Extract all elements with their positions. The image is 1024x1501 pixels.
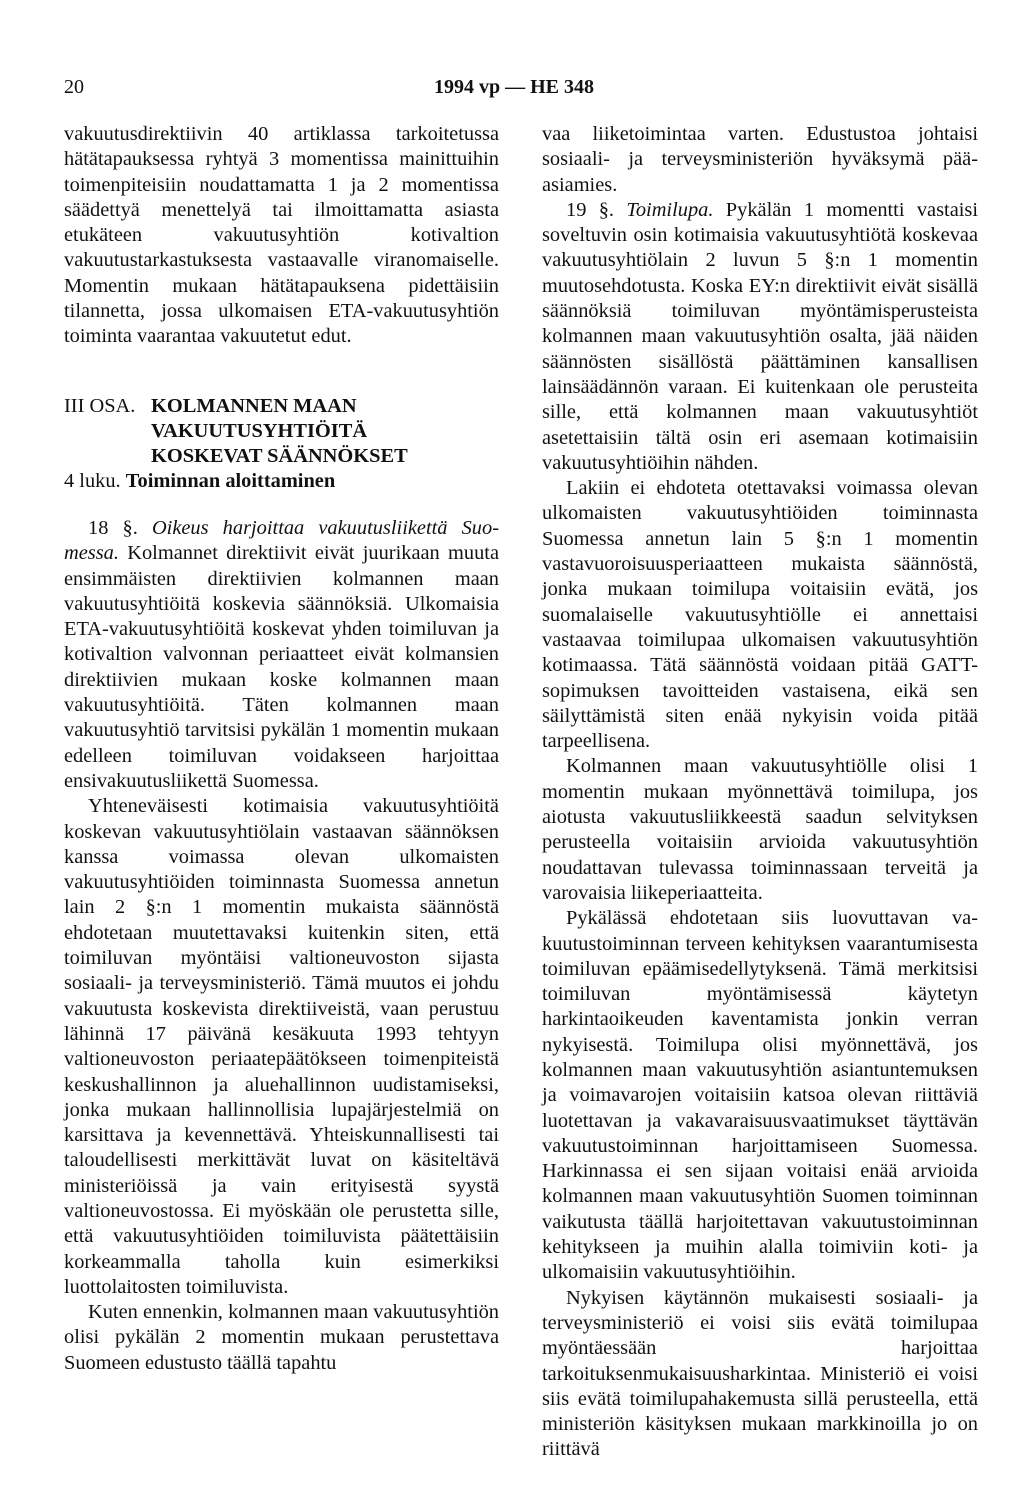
part-label: III OSA. xyxy=(64,394,136,417)
paragraph: Nykyisen käytännön mukaisesti sosiaali- ja terveysministeriö ei voisi siis evätä toimilupaa myöntäessään harjoittaa tarkoituksenmukaisuusharkintaa. Ministeriö ei voisi siis evätä toimilupahakemusta sillä perusteella, että ministeriön käsityksen mukaan markkinoilla jo on riittävä xyxy=(542,1286,978,1461)
page-title: 1994 vp — HE 348 xyxy=(433,76,595,98)
paragraph: Kolmannen maan vakuutusyhtiölle olisi 1 momentin mukaan myönnettävä toimilupa, jos aiotusta vakuutusliikkeestä saadun selvityksen perusteella voitaisiin arvioida vakuutusyhtiön noudattavan tulevassa toiminnassaan terveitä ja varovaisia liikeperiaatteita. xyxy=(542,755,978,904)
part-title-line: KOSKEVAT SÄÄNNÖKSET xyxy=(151,444,408,467)
section-title: Toimilupa. xyxy=(626,198,714,221)
part-title xyxy=(151,394,408,469)
section-number: 18 §. xyxy=(88,516,138,539)
paragraph: Pykälässä ehdotetaan siis luovuttavan vakuutustoiminnan terveen kehityksen vaarantumisesta toimiluvan epäämisedellytyksenä. Tämä merkitsisi toimiluvan myöntämisessä käytetyn harkintaoikeuden kaventamista jonkin verran nykyisestä. Toimilupa olisi myönnettävä, jos kolmannen maan vakuutusyhtiön asiantuntemuksen ja voimavarojen voitaisiin katsoa olevan riittäviä luotettavan ja vakavaraisuusvaatimukset täyttävän vakuutustoiminnan harjoittamiseen Suomessa. Harkinnassa ei sen sijaan voitaisi enää arvioida kolmannen maan vakuutusyhtiön Suomen toiminnan vaikutusta täällä harjoitettavan vakuutustoiminnan kehitykseen ja muihin alalla toimiviin koti- ja ulkomaisiin vakuutusyhtiöihin. xyxy=(542,907,978,1284)
page-header xyxy=(64,76,964,106)
section-18 xyxy=(64,516,499,794)
paragraph: Yhteneväisesti kotimaisia vakuutusyhtiöitä koskevan vakuutusyhtiölain vastaavan säännöksen kanssa voimassa olevan ulkomaisten vakuutusyhtiöiden toiminnasta Suomessa annetun lain 2 §:n 1 momentin mukaista säännöstä ehdotetaan muutettavaksi kuitenkin siten, että toimiluvan myöntäisi valtioneuvoston sijasta sosiaali- ja terveysministeriö. Tämä muutos ei johdu vakuutusta koskevista direktiiveistä, vaan perustuu lähinnä 17 päivänä kesäkuuta 1993 tehtyyn valtioneuvoston periaatepäätökseen toimenpiteistä keskushallinnon ja aluehallinnon uudistamiseksi, jonka mukaan hallinnollisia lupajärjestelmiä on karsittava ja kevennettävä. Yhteiskunnallisesti tai taloudellisesti merkittävät luvat on käsiteltävä ministeriöissä ja vain erityisestä syystä valtioneuvostossa. Ei myöskään ole perustetta sille, että vakuutusyhtiöiden toimiluvista päätettäisiin korkeammalla taholla kuin esimerkiksi luottolaitosten toimiluvista. xyxy=(64,795,499,1298)
paragraph: Kuten ennenkin, kolmannen maan vakuutusyhtiön olisi pykälän 2 momentin mukaan perustettava Suomeen edustusto täällä tapahtu xyxy=(64,1301,499,1374)
left-column xyxy=(64,122,499,1376)
paragraph: Lakiin ei ehdoteta otettavaksi voimassa olevan ulkomaisten vakuutusyhtiöiden toiminnasta Suomessa annetun lain 5 §:n 1 momentin vastavuoroisuusperiaatteen mukaista säännöstä, jonka mukaan toimilupa voitaisiin evätä, jos suomalaiselle vakuutusyhtiölle ei annettaisi vastaavaa toimilupaa ulkomaisen vakuutusyhtiön kotimaassa. Tätä säännöstä voidaan pitää GATT-sopimuksen tavoitteiden vastaisena, eikä sen säilyttämistä siten enää nykyisin voida pitää tarpeellisena. xyxy=(542,477,978,753)
section-19 xyxy=(542,198,978,476)
paragraph: vakuutusdirektiivin 40 artiklassa tarkoitetussa hätätapauksessa ryhtyä 3 momentissa mainittuihin toimenpiteisiin noudattamatta 1 ja 2 momentissa säädettyä menettelyä tai ilmoittamatta asiasta etukäteen vakuutusyhtiön kotivaltion vakuutustarkastuksesta vastaavalle viranomaiselle. Momentin mukaan hätätapauksena pidettäisiin tilannetta, jossa ulkomaisen ETA-vakuutusyhtiön toiminta vaarantaa vakuutetut edut. xyxy=(64,123,499,348)
part-heading xyxy=(64,394,499,469)
paragraph: vaa liiketoimintaa varten. Edustustoa johtaisi sosiaali- ja terveysministeriön hyväksymä pääasiamies. xyxy=(542,123,978,196)
page-number: 20 xyxy=(64,76,84,98)
chapter-heading xyxy=(64,469,499,494)
part-title-line: KOLMANNEN MAAN xyxy=(151,394,357,417)
section-number: 19 §. xyxy=(566,198,615,221)
section-title: Oikeus harjoittaa vakuutusliikettä Suomessa. xyxy=(64,516,499,565)
chapter-label: 4 luku. xyxy=(64,469,121,492)
section-text: Kolmannet direktiivit eivät juurikaan muuta ensimmäisten direktiivien kolmannen maan vakuutusyhtiöitä koskevia säännöksiä. Ulkomaisia ETA-vakuutusyhtiöitä koskevat yhden toimiluvan ja kotivaltion valvonnan periaatteet eivät kolmansien direktiivien mukaan koske kolmannen maan vakuutusyhtiöitä. Täten kolmannen maan vakuutusyhtiö tarvitsisi pykälän 1 momentin mukaan edelleen toimiluvan voidakseen harjoittaa ensivakuutusliikettä Suomessa. xyxy=(64,542,499,792)
section-text: Pykälän 1 momentti vastaisi soveltuvin osin kotimaisia vakuutusyhtiötä koskevaa vakuutusyhtiölain 2 luvun 5 §:n 1 momentin muutosehdotusta. Koska EY:n direktiivit eivät sisällä säännöksiä toimiluvan myöntämisperusteista kolmannen maan vakuutusyhtiön osalta, jää näiden säännösten sisällöstä päättäminen kansallisen lainsäädännön varaan. Ei kuitenkaan ole perusteita sille, että kolmannen maan vakuutusyhtiöt asetettaisiin tältä osin eri asemaan kotimaisiin vakuutusyhtiöihin nähden. xyxy=(542,198,979,474)
chapter-title: Toiminnan aloittaminen xyxy=(125,469,336,492)
part-title-line: VAKUUTUSYHTIÖITÄ xyxy=(151,419,368,442)
right-column xyxy=(542,122,978,1463)
